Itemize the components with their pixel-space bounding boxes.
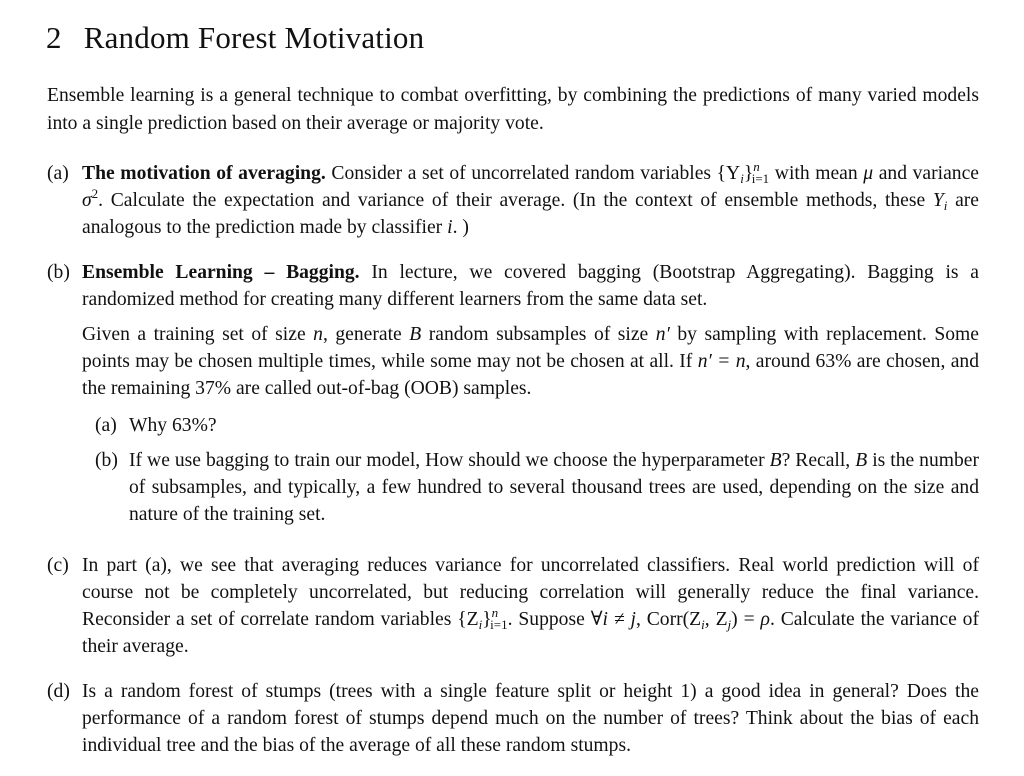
question-c-label: (c) <box>47 555 69 576</box>
math-sigma: σ <box>82 190 92 211</box>
question-d-body: Is a random forest of stumps (trees with a single feature split or height 1) a good idea in general? Does the performance of a random forest of stumps depend much on the number of trees? Think about the bias of each individual tree and the bias of the average of all these random stumps. <box>82 681 979 756</box>
question-b-sub-b-text: If we use bagging to train our model, How should we choose the hyperparameter B? Recall, B is the number of subsamples, and typically, a few hundred to several thousand trees are used, depending on the size and nature of the training set. <box>129 450 980 525</box>
question-b-text-1: In lecture, we covered bagging (Bootstrap Aggregating). Bagging is a randomized method for creating many different learners from the same data set. <box>82 262 979 310</box>
math-sigma-exp: 2 <box>91 186 99 201</box>
question-b-label: (b) <box>47 262 70 283</box>
math-condition: ∀i ≠ j <box>590 609 636 630</box>
question-b-paragraph-2: Given a training set of size n, generate B random subsamples of size n′ by sampling with replacement. Some points may be chosen multiple times, while some may not be chosen at all. If n′ = n, around 63% are chosen, and the remaining 37% are called out-of-bag (OOB) samples. <box>82 324 980 399</box>
section-title: Random Forest Motivation <box>83 20 425 55</box>
question-b-paragraph-1 <box>82 259 979 313</box>
math-yi-sub: i <box>943 198 948 213</box>
question-a-text-5: are analogous to the prediction made by classifier <box>82 190 979 238</box>
section-heading <box>46 20 424 56</box>
question-a-text-1: Consider a set of uncorrelated random variables <box>331 163 712 184</box>
question-a-text-3: and variance <box>878 163 979 184</box>
question-b-body <box>82 259 979 528</box>
question-a <box>47 160 979 241</box>
question-b-sub-a <box>95 412 979 439</box>
question-a-text-2: with mean <box>774 163 858 184</box>
math-set-y: $\{Y_i\}^n_{i=1}$ <box>716 159 770 186</box>
question-b-sub-a-label: (a) <box>95 415 117 436</box>
intro-paragraph: Ensemble learning is a general technique to combat overfitting, by combining the predictions of many varied models into a single prediction based on their average or majority vote. <box>47 85 979 134</box>
section-number: 2 <box>46 20 62 55</box>
math-yi: Y <box>932 190 944 211</box>
question-c <box>47 552 979 660</box>
math-rho: ρ <box>760 609 770 630</box>
question-d <box>47 678 979 759</box>
question-c-body: In part (a), we see that averaging reduces variance for uncorrelated classifiers. Real world prediction will of course not be completely uncorrelated, but reducing correlation will generally reduce the final variance. Reconsider a set of correlate random variables $\{Z_i\}^n_{i=1}$. Suppose ∀i ≠ j, $Corr(Z_i$, $Z_j) = \rho$. Calculate the variance of their average. <box>82 555 979 657</box>
math-i: i <box>447 217 453 238</box>
question-b-sub-b-label: (b) <box>95 450 118 471</box>
question-b <box>47 259 979 528</box>
question-a-text-4: . Calculate the expectation and variance of their average. (In the context of ensemble methods, these <box>98 190 926 211</box>
math-set-z: $\{Z_i\}^n_{i=1}$ <box>457 605 508 632</box>
math-mu: μ <box>863 163 874 184</box>
question-b-sub-b <box>95 447 979 528</box>
question-b-title: Ensemble Learning – Bagging. <box>82 262 360 283</box>
question-a-body <box>82 160 979 241</box>
question-b-sub-a-text: Why 63%? <box>129 415 217 436</box>
question-a-text-6: . ) <box>452 217 469 238</box>
question-a-label: (a) <box>47 163 69 184</box>
question-d-label: (d) <box>47 681 70 702</box>
question-a-title: The motivation of averaging. <box>82 163 326 184</box>
